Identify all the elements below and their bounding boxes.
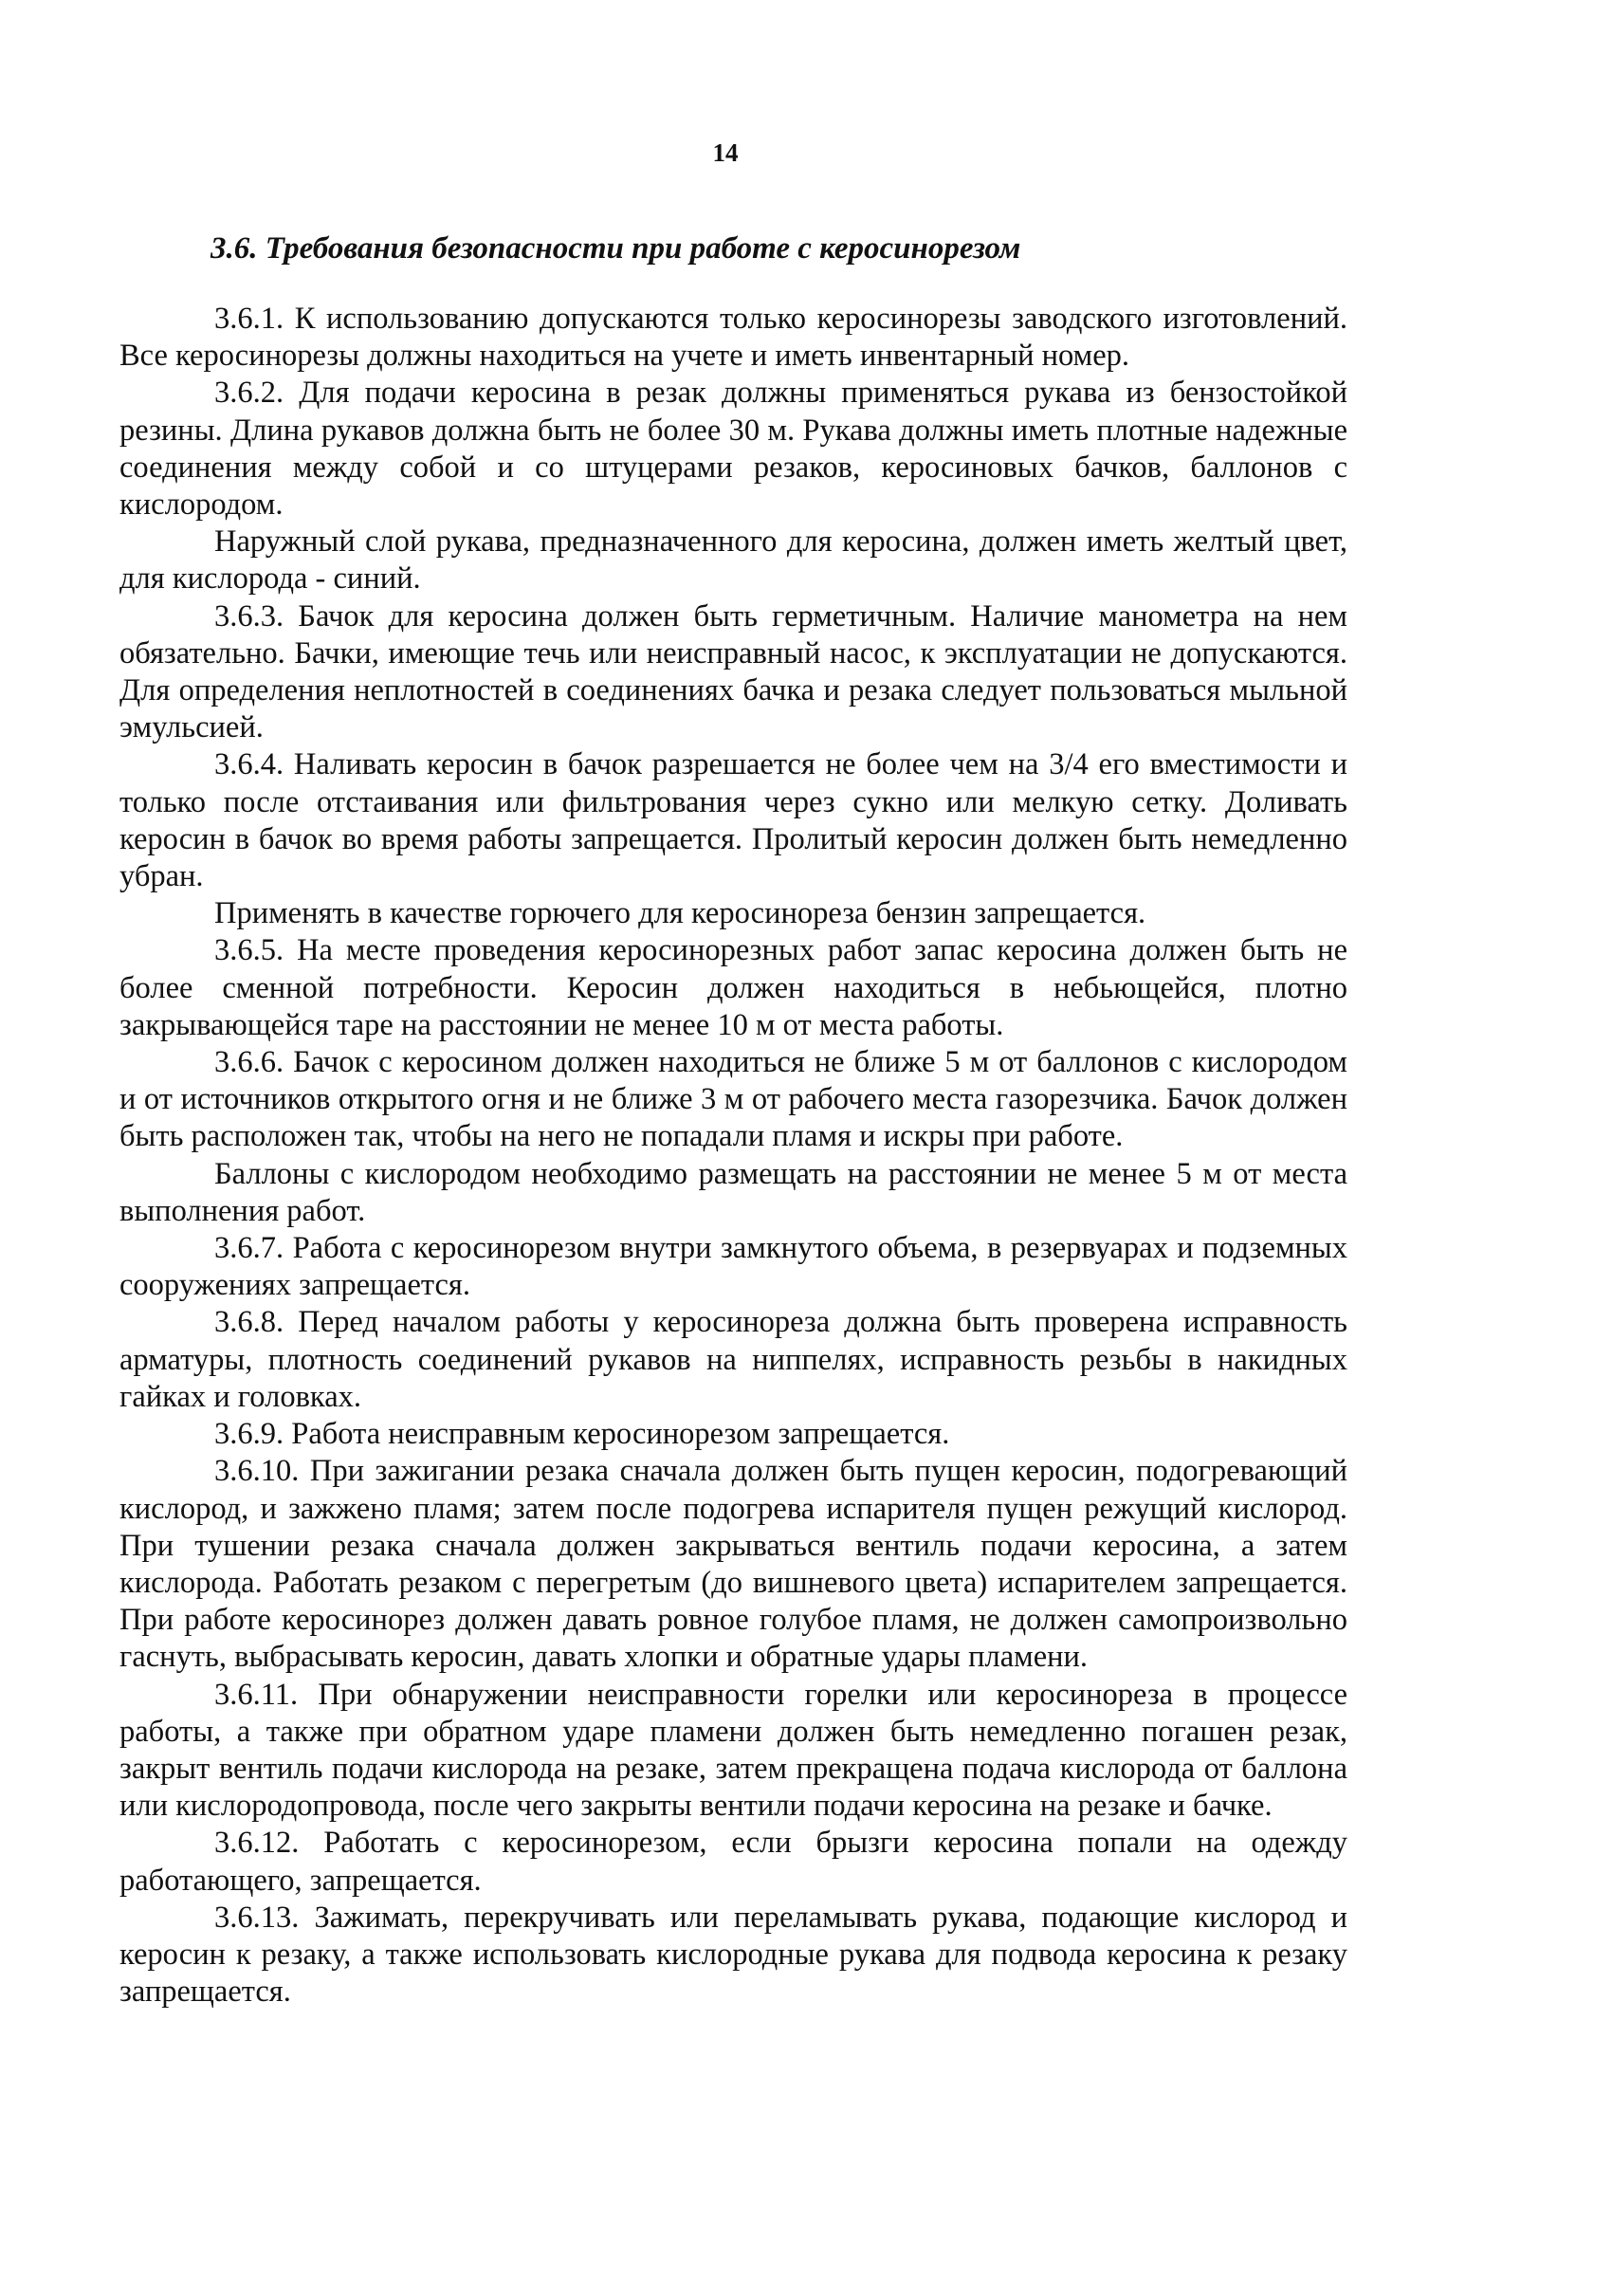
paragraph-3-6-5: 3.6.5. На месте проведения керосинорезных работ запас керосина должен быть не более сменной потребности. Керосин должен находиться в небьющейся, плотно закрывающейся таре на расстоянии не менее 10 м от места работы. — [119, 933, 1347, 1042]
paragraph-3-6-6: 3.6.6. Бачок с керосином должен находиться не ближе 5 м от баллонов с кислородом и от источников открытого огня и не ближе 3 м от рабочего места газорезчика. Бачок должен быть расположен так, чтобы на него не попадали пламя и искры при работе. — [119, 1045, 1347, 1154]
paragraph-hose-color: Наружный слой рукава, предназначенного для керосина, должен иметь желтый цвет, для кислорода - синий. — [119, 524, 1347, 597]
paragraph-3-6-12: 3.6.12. Работать с керосинорезом, если брызги керосина попали на одежду работающего, запрещается. — [119, 1826, 1347, 1898]
paragraph-oxygen-cylinders: Баллоны с кислородом необходимо размещать на расстоянии не менее 5 м от места выполнения работ. — [119, 1156, 1347, 1228]
paragraph-3-6-13: 3.6.13. Зажимать, перекручивать или переламывать рукава, подающие кислород и керосин к резаку, а также использовать кислородные рукава для подвода керосина к резаку запрещается. — [119, 1900, 1347, 2010]
section-body — [119, 301, 1347, 2011]
paragraph-gasoline-ban: Применять в качестве горючего для керосинореза бензин запрещается. — [214, 896, 1146, 931]
paragraph-3-6-7: 3.6.7. Работа с керосинорезом внутри замкнутого объема, в резервуарах и подземных сооружениях запрещается. — [119, 1231, 1347, 1303]
paragraph-3-6-2: 3.6.2. Для подачи керосина в резак должны применяться рукава из бензостойкой резины. Длина рукавов должна быть не более 30 м. Рукава должны иметь плотные надежные соединения между собой и со штуцерами резаков, керосиновых бачков, баллонов с кислородом. — [119, 376, 1347, 523]
paragraph-3-6-11: 3.6.11. При обнаружении неисправности горелки или керосинореза в процессе работы, а также при обратном ударе пламени должен быть немедленно погашен резак, закрыт вентиль подачи кислорода на резаке, затем прекращена подача кислорода от баллона или кислородопровода, после чего закрыты вентили подачи керосина на резаке и бачке. — [119, 1677, 1347, 1824]
paragraph-3-6-3: 3.6.3. Бачок для керосина должен быть герметичным. Наличие манометра на нем обязательно. Бачки, имеющие течь или неисправный насос, к эксплуатации не допускаются. Для определения неплотностей в соединениях бачка и резака следует пользоваться мыльной эмульсией. — [119, 598, 1347, 745]
section-heading: 3.6. Требования безопасности при работе с керосинорезом — [211, 231, 1021, 266]
paragraph-3-6-8: 3.6.8. Перед началом работы у керосинореза должна быть проверена исправность арматуры, плотность соединений рукавов на ниппелях, исправность резьбы в накидных гайках и головках. — [119, 1305, 1347, 1414]
paragraph-3-6-1: 3.6.1. К использованию допускаются только керосинорезы заводского изготовлений. Все керосинорезы должны находиться на учете и иметь инвентарный номер. — [119, 302, 1347, 374]
paragraph-3-6-10: 3.6.10. При зажигании резака сначала должен быть пущен керосин, подогревающий кислород, и зажжено пламя; затем после подогрева испарителя пущен режущий кислород. При тушении резака сначала должен закрываться вентиль подачи керосина, а затем кислорода. Работать резаком с перегретым (до вишневого цвета) испарителем запрещается. При работе керосинорез должен давать ровное голубое пламя, не должен самопроизвольно гаснуть, выбрасывать керосин, давать хлопки и обратные удары пламени. — [119, 1454, 1347, 1675]
paragraph-3-6-4: 3.6.4. Наливать керосин в бачок разрешается не более чем на 3/4 его вместимости и только после отстаивания или фильтрования через сукно или мелкую сетку. Доливать керосин в бачок во время работы запрещается. Пролитый керосин должен быть немедленно убран. — [119, 747, 1347, 894]
page-number: 14 — [712, 138, 739, 167]
paragraph-3-6-9: 3.6.9. Работа неисправным керосинорезом запрещается. — [214, 1417, 950, 1452]
